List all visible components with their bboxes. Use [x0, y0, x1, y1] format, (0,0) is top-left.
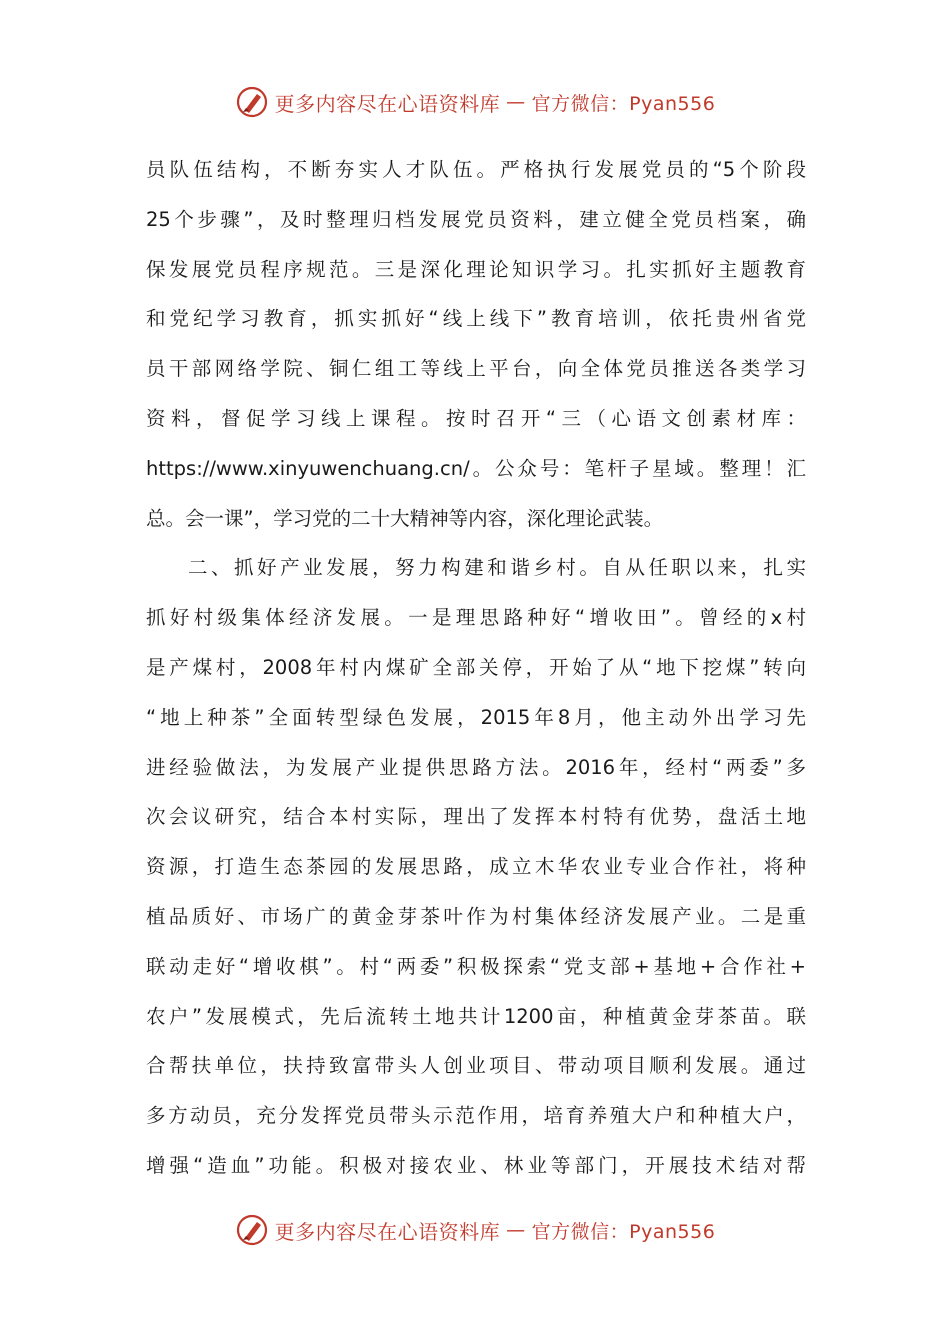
body-line: 和党纪学习教育，抓实抓好“线上线下”教育培训，依托贵州省党	[146, 307, 806, 331]
document-body	[146, 145, 806, 1191]
body-line: 合帮扶单位，扶持致富带头人创业项目、带动项目顺利发展。通过	[146, 1054, 806, 1078]
header-contact-text: 官方微信：Pyan556	[531, 92, 716, 115]
body-line: 联动走好“增收棋”。村“两委”积极探索“党支部+基地+合作社+	[146, 954, 806, 978]
section-heading-line: 二、抓好产业发展，努力构建和谐乡村。自从任职以来，扎实	[188, 556, 806, 580]
header-brand-text: 更多内容尽在心语资料库	[274, 91, 501, 116]
pen-circle-logo-icon	[235, 1213, 269, 1247]
body-line: 增强“造血”功能。积极对接农业、林业等部门，开展技术结对帮	[146, 1153, 806, 1177]
header-dash: —	[506, 91, 526, 113]
footer-banner-inner	[235, 1213, 716, 1247]
body-line: 资源，打造生态茶园的发展思路，成立木华农业专业合作社，将种	[146, 855, 806, 879]
body-line: 多方动员，充分发挥党员带头示范作用，培育养殖大户和种植大户，	[146, 1104, 806, 1128]
body-line-url: https://www.xinyuwenchuang.cn/。公众号：笔杆子星域。整理！汇	[146, 456, 806, 480]
body-line: 总。会一课”，学习党的二十大精神等内容，深化理论武装。	[146, 506, 664, 530]
footer-banner	[0, 1210, 950, 1250]
body-line: 进经验做法，为发展产业提供思路方法。2016年，经村“两委”多	[146, 755, 806, 779]
body-line: 植品质好、市场广的黄金芽茶叶作为村集体经济发展产业。二是重	[146, 904, 806, 928]
header-banner	[0, 82, 950, 122]
body-line: 保发展党员程序规范。三是深化理论知识学习。扎实抓好主题教育	[146, 257, 806, 281]
body-line: “地上种茶”全面转型绿色发展，2015年8月，他主动外出学习先	[146, 705, 806, 729]
body-line: 资料，督促学习线上课程。按时召开“三（心语文创素材库：	[146, 406, 806, 430]
pen-circle-logo-icon	[235, 85, 269, 119]
body-line: 抓好村级集体经济发展。一是理思路种好“增收田”。曾经的x村	[146, 606, 806, 630]
footer-brand-text: 更多内容尽在心语资料库	[274, 1219, 501, 1244]
body-line: 次会议研究，结合本村实际，理出了发挥本村特有优势，盘活土地	[146, 805, 806, 829]
footer-contact-text: 官方微信：Pyan556	[531, 1220, 716, 1243]
body-line: 是产煤村，2008年村内煤矿全部关停，开始了从“地下挖煤”转向	[146, 655, 806, 679]
body-line: 农户”发展模式，先后流转土地共计1200亩，种植黄金芽茶苗。联	[146, 1004, 806, 1028]
body-line: 员干部网络学院、铜仁组工等线上平台，向全体党员推送各类学习	[146, 357, 806, 381]
header-banner-inner	[235, 85, 716, 119]
body-line: 员队伍结构，不断夯实人才队伍。严格执行发展党员的“5个阶段	[146, 158, 806, 181]
body-line: 25个步骤”，及时整理归档发展党员资料，建立健全党员档案，确	[146, 207, 806, 231]
footer-dash: —	[506, 1219, 526, 1241]
